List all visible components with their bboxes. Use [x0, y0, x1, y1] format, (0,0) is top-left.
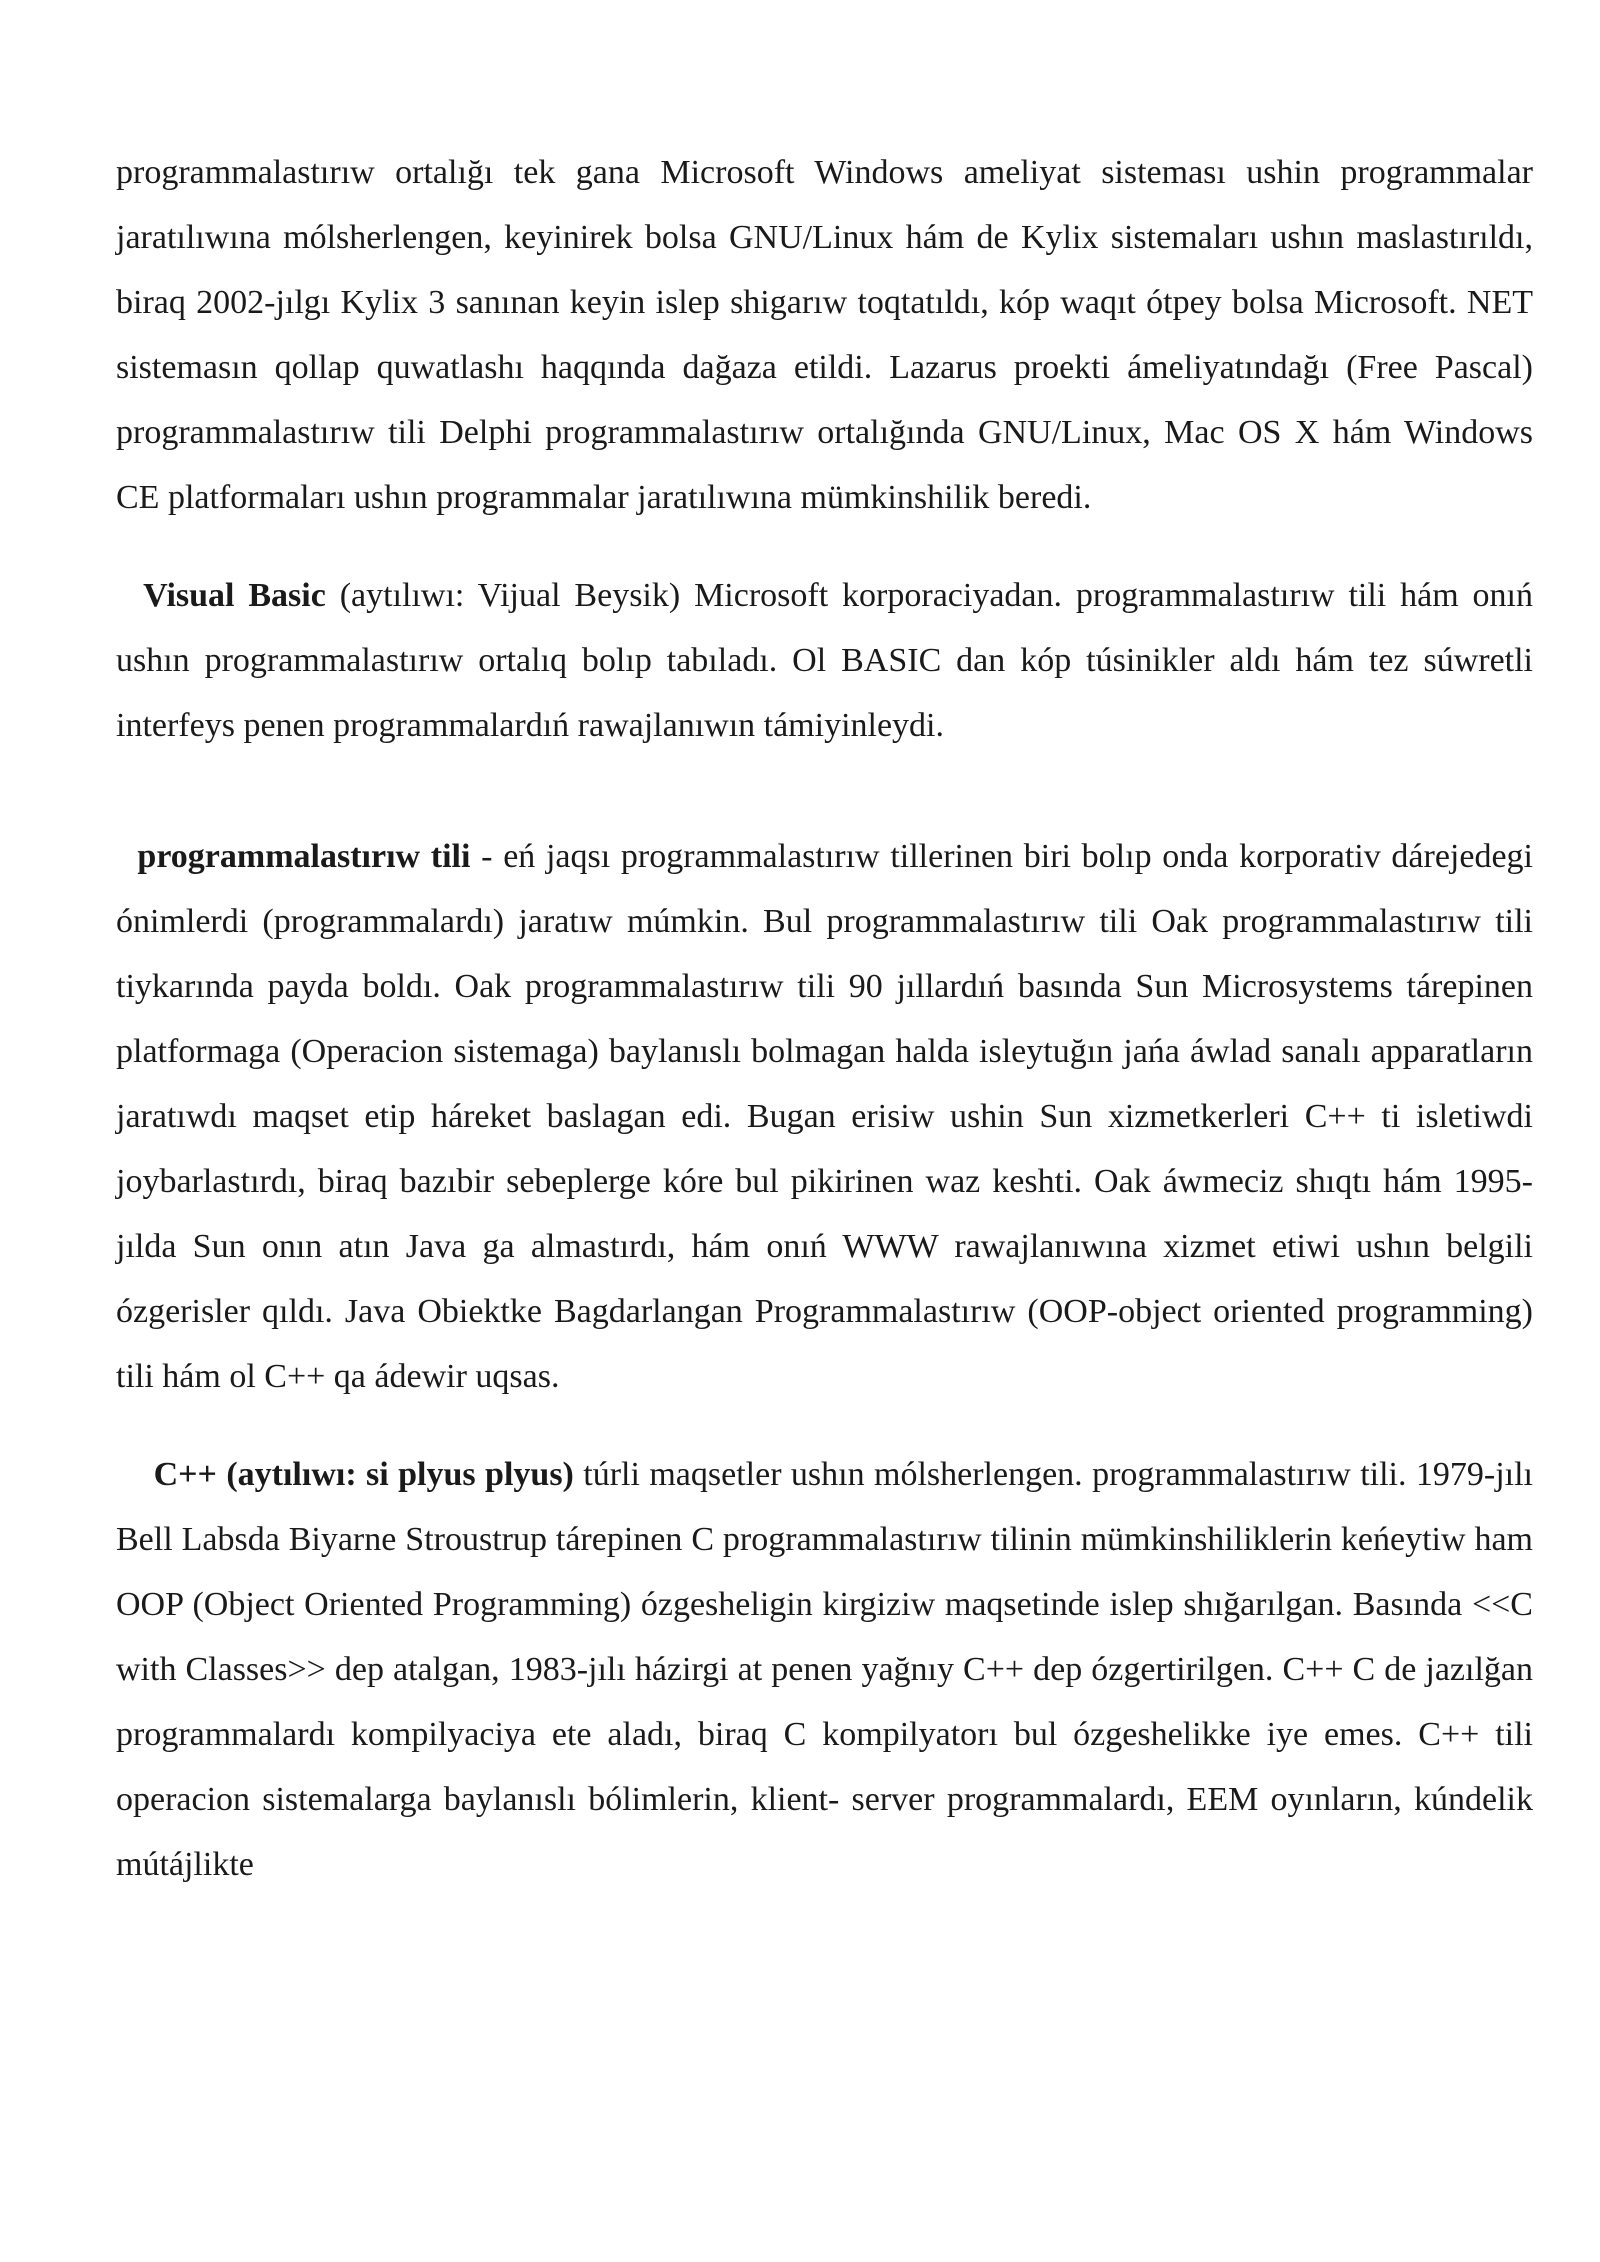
paragraph-cpp: [116, 1442, 1533, 1897]
paragraph-text: - eń jaqsı programmalastırıw tillerinen biri bolıp onda korporativ dárejedegi ónimlerdi (programmalardı) jaratıw múmkin. Bul programmalastırıw tili Oak programmalastırıw tili tiykarında payda boldı. Oak programmalastırıw tili 90 jıllardıń basında Sun Microsystems tárepinen platformaga (Operacion sistemaga) baylanıslı bolmagan halda isleytuğın jańa áwlad sanalı apparatların jaratıwdı maqset etip háreket baslagan edi. Bugan erisiw ushin Sun xizmetkerleri C++ ti isletiwdi joybarlastırdı, biraq bazıbir sebeplerge kóre bul pikirinen waz keshti. Oak áwmeciz shıqtı hám 1995-jılda Sun onın atın Java ga almastırdı, hám onıń WWW rawajlanıwına xizmet etiwi ushın belgili ózgerisler qıldı. Java Obiektke Bagdarlangan Programmalastırıw (OOP-object oriented programming) tili hám ol C++ qa ádewir uqsas.: [116, 838, 1533, 1395]
paragraph-text: (aytılıwı: Vijual Beysik) Microsoft korporaciyadan. programmalastırıw tili hám onıń ushın programmalastırıw ortalıq bolıp tabıladı. Ol BASIC dan kóp túsinikler aldı hám tez súwretli interfeys penen programmalardıń rawajlanıwın támiyinleydi.: [116, 577, 1533, 744]
paragraph-text: programmalastırıw ortalığı tek gana Microsoft Windows ameliyat sisteması ushin programmalar jaratılıwına mólsherlengen, keyinirek bolsa GNU/Linux hám de Kylix sistemaları ushın maslastırıldı, biraq 2002-jılgı Kylix 3 sanınan keyin islep shigarıw toqtatıldı, kóp waqıt ótpey bolsa Microsoft. NET sistemasın qollap quwatlashı haqqında dağaza etildi. Lazarus proekti ámeliyatındağı (Free Pascal) programmalastırıw tili Delphi programmalastırıw ortalığında GNU/Linux, Mac OS X hám Windows CE platformaları ushın programmalar jaratılıwına mümkinshilik beredi.: [116, 154, 1533, 516]
paragraph-java: [116, 824, 1533, 1409]
document-page: [116, 140, 1533, 1897]
paragraph-visual-basic: [116, 563, 1533, 758]
paragraph-lead: C++ (aytılıwı: si plyus plyus): [116, 1456, 574, 1493]
paragraph-lead: Visual Basic: [116, 577, 326, 614]
paragraph-delphi: [116, 140, 1533, 530]
paragraph-text: túrli maqsetler ushın mólsherlengen. programmalastırıw tili. 1979-jılı Bell Labsda Biyarne Stroustrup tárepinen C programmalastırıw tilinin mümkinshiliklerin keńeytiw ham OOP (Object Oriented Programming) ózgesheligin kirgiziw maqsetinde islep shığarılgan. Basında <<C with Classes>> dep atalgan, 1983-jılı házirgi at penen yağnıy C++ dep ózgertirilgen. C++ C de jazılğan programmalardı kompilyaciya ete aladı, biraq C kompilyatorı bul ózgeshelikke iye emes. C++ tili operacion sistemalarga baylanıslı bólimlerin, klient- server programmalardı, EEM oyınların, kúndelik mútájlikte: [116, 1456, 1533, 1883]
paragraph-lead: programmalastırıw tili: [116, 838, 471, 875]
